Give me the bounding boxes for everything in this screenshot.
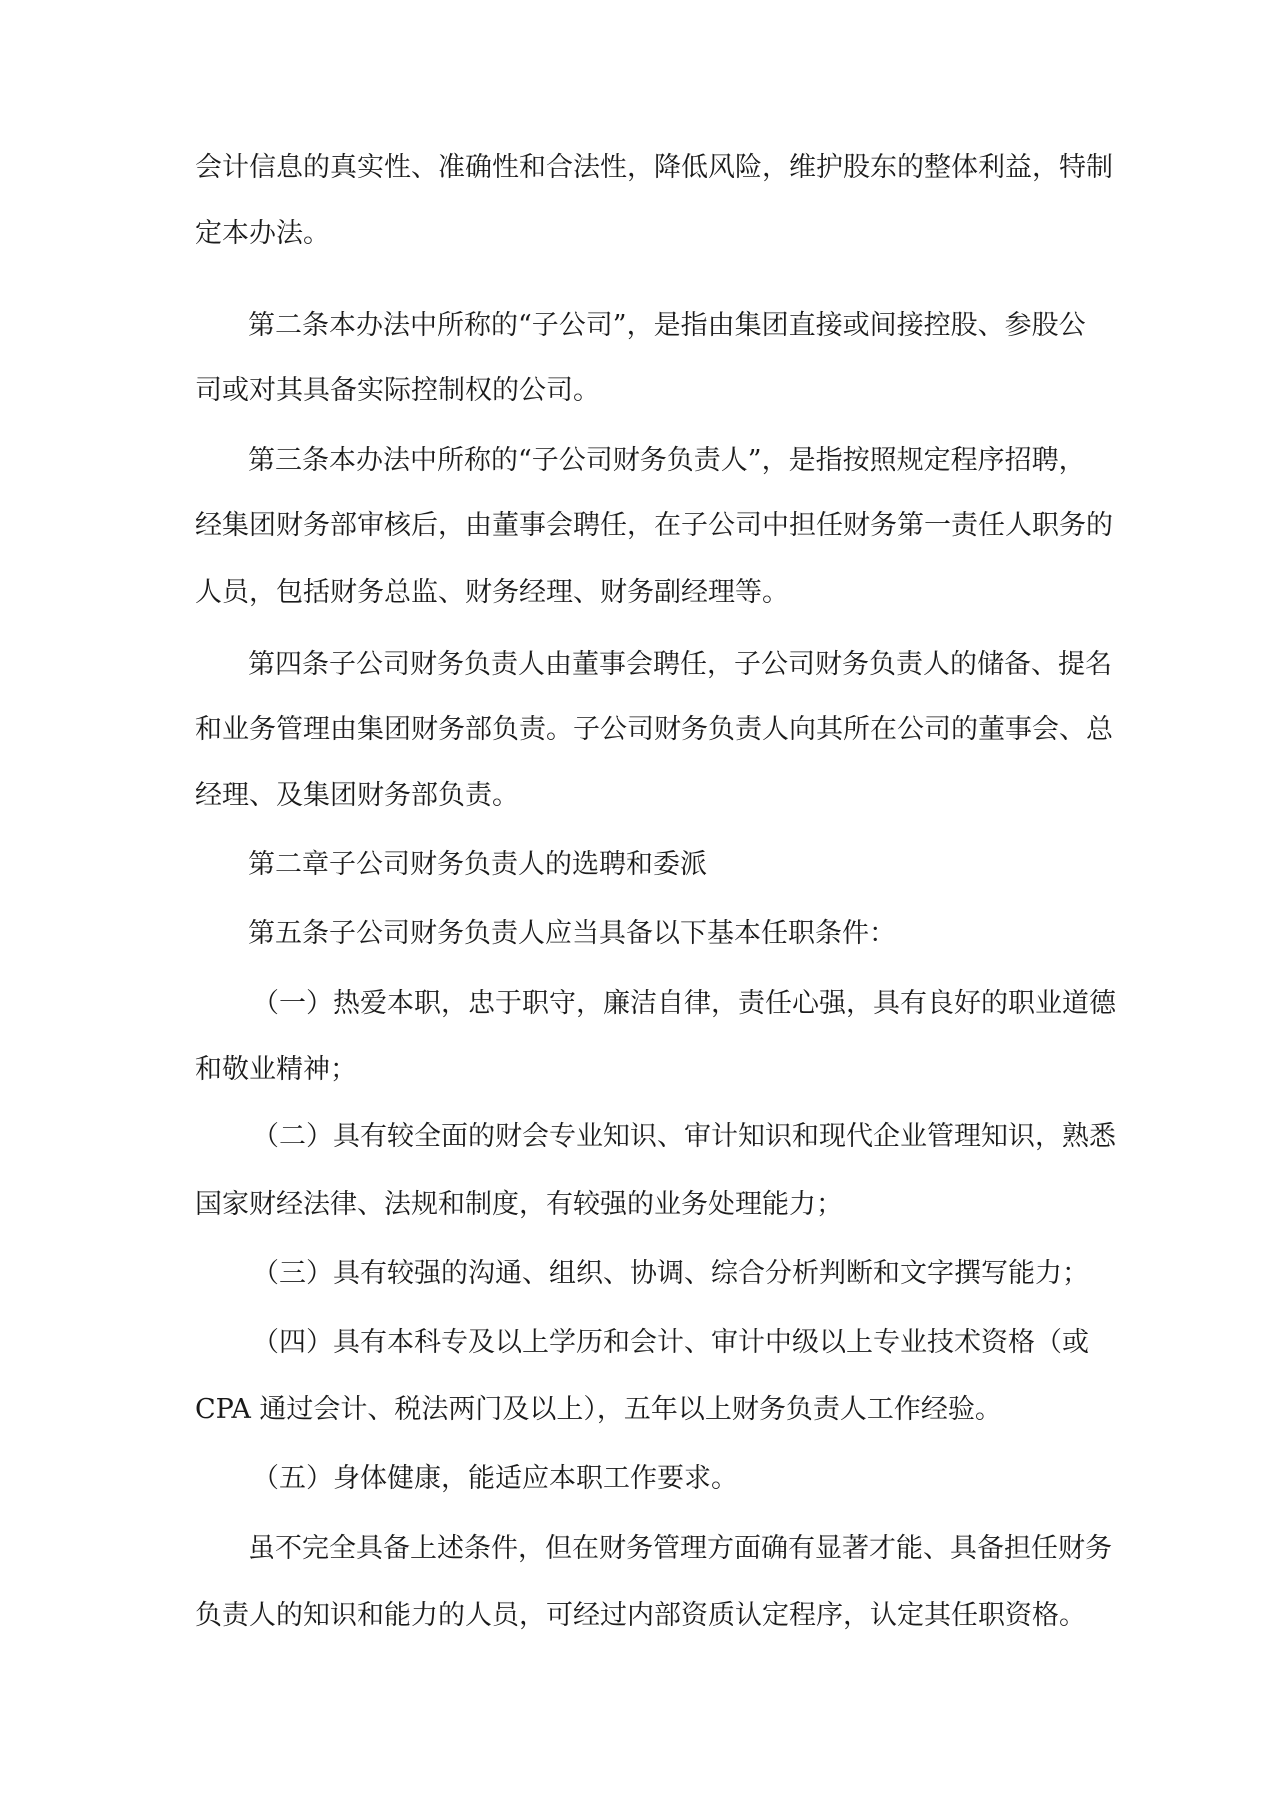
list-item: （二）具有较全面的财会专业知识、审计知识和现代企业管理知识，熟悉 xyxy=(252,1121,1116,1152)
text-line: 经集团财务部审核后，由董事会聘任，在子公司中担任财务第一责任人职务的 xyxy=(195,510,1113,541)
text-line: 人员，包括财务总监、财务经理、财务副经理等。 xyxy=(195,577,789,608)
text-line: 国家财经法律、法规和制度，有较强的业务处理能力； xyxy=(195,1189,843,1220)
text-line: 和业务管理由集团财务部负责。子公司财务负责人向其所在公司的董事会、总 xyxy=(195,714,1113,745)
text-line: 负责人的知识和能力的人员，可经过内部资质认定程序，认定其任职资格。 xyxy=(195,1600,1086,1631)
text-line: CPA 通过会计、税法两门及以上），五年以上财务负责人工作经验。 xyxy=(195,1394,1002,1425)
text-line: 第二条本办法中所称的“子公司”，是指由集团直接或间接控股、参股公 xyxy=(248,310,1086,341)
text-line: 和敬业精神； xyxy=(195,1054,357,1085)
text-line: 虽不完全具备上述条件，但在财务管理方面确有显著才能、具备担任财务 xyxy=(248,1533,1112,1564)
list-item: （三）具有较强的沟通、组织、协调、综合分析判断和文字撰写能力； xyxy=(252,1258,1089,1289)
text-line: 会计信息的真实性、准确性和合法性，降低风险，维护股东的整体利益，特制 xyxy=(195,152,1113,183)
text-line: 定本办法。 xyxy=(195,218,330,249)
chapter-heading: 第二章子公司财务负责人的选聘和委派 xyxy=(248,849,707,880)
text-line: 第四条子公司财务负责人由董事会聘任，子公司财务负责人的储备、提名 xyxy=(248,649,1112,680)
list-item: （四）具有本科专及以上学历和会计、审计中级以上专业技术资格（或 xyxy=(252,1327,1089,1358)
text-line: 第三条本办法中所称的“子公司财务负责人”，是指按照规定程序招聘， xyxy=(248,445,1086,476)
text-line: 第五条子公司财务负责人应当具备以下基本任职条件： xyxy=(248,918,896,949)
list-item: （一）热爱本职，忠于职守，廉洁自律，责任心强，具有良好的职业道德 xyxy=(252,988,1116,1019)
text-line: 司或对其具备实际控制权的公司。 xyxy=(195,375,600,406)
text-line: 经理、及集团财务部负责。 xyxy=(195,780,519,811)
list-item: （五）身体健康，能适应本职工作要求。 xyxy=(252,1463,738,1494)
